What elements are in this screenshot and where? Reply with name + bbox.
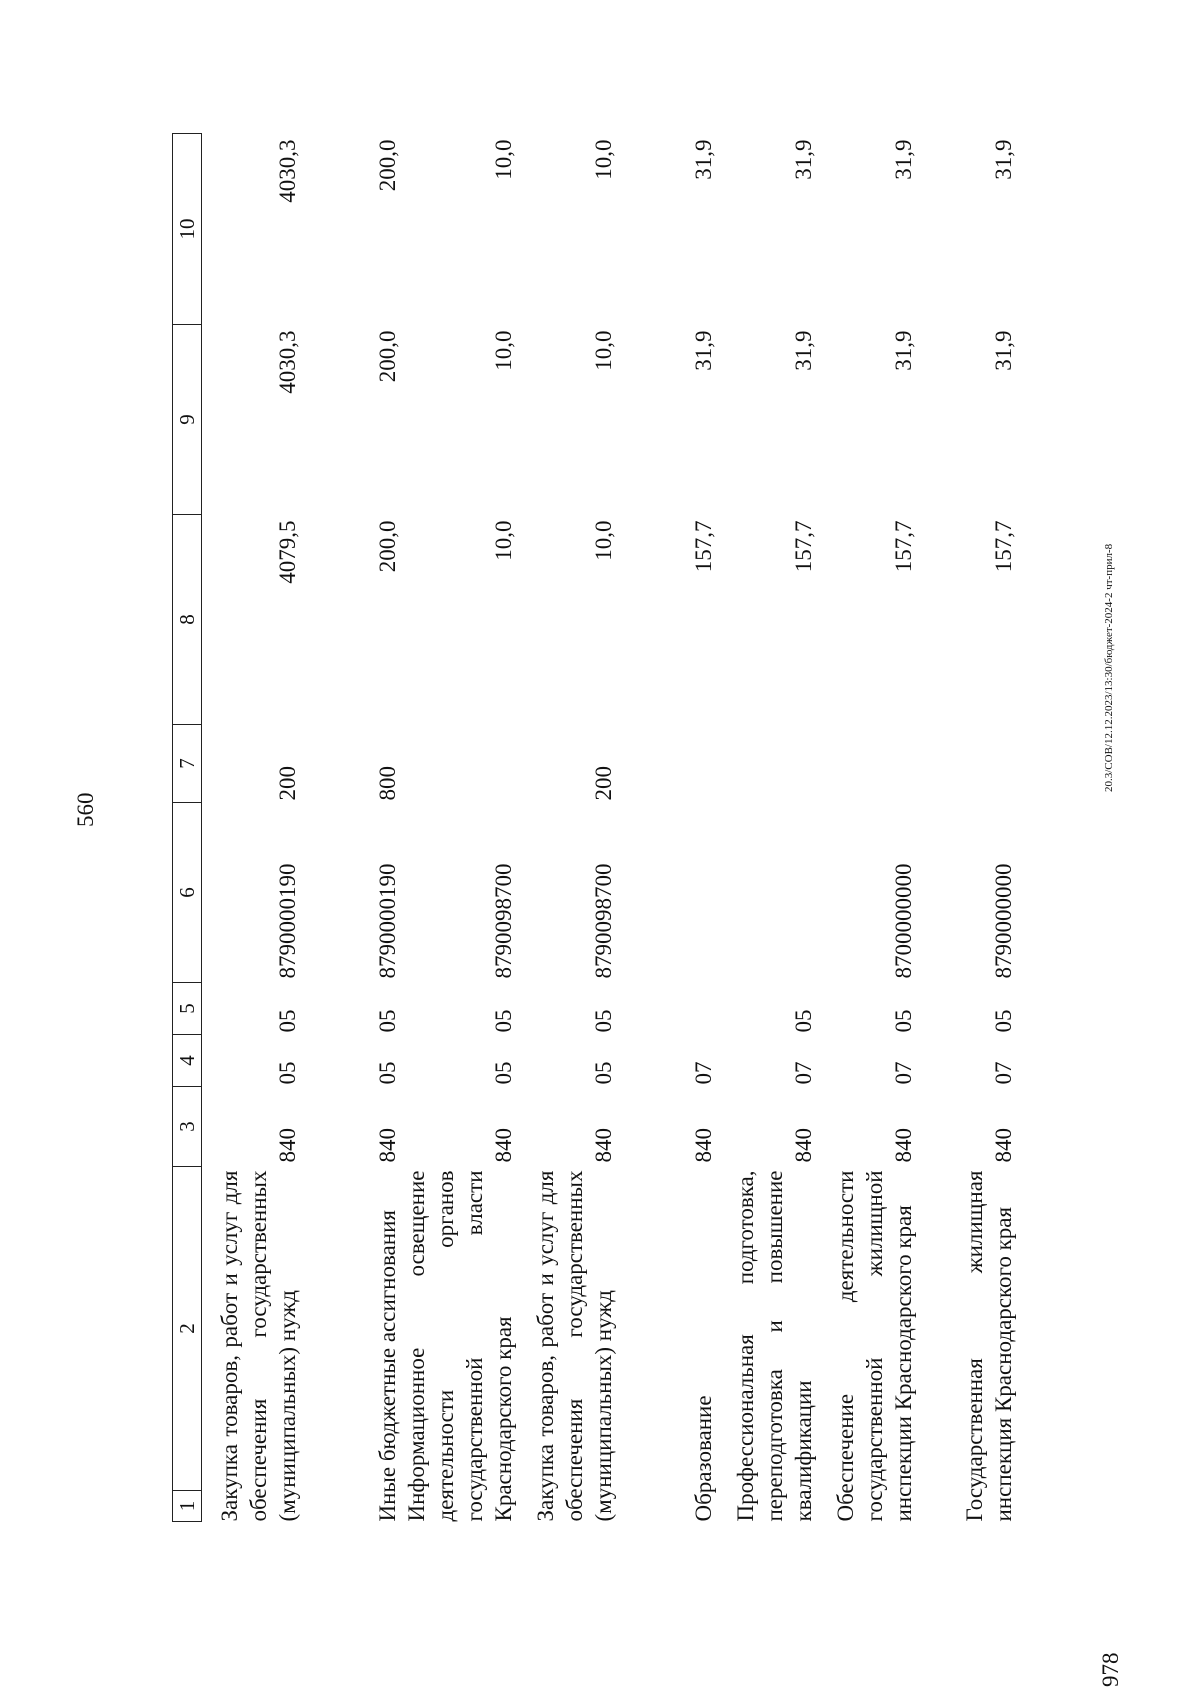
row-section: 05 [275, 1061, 300, 1085]
table-row [202, 134, 303, 1522]
row-name: Образование [691, 1395, 716, 1522]
row-section: 05 [491, 1061, 516, 1085]
row-code: 840 [791, 1128, 816, 1163]
row-name: Обеспечение деятельности государственной жилищной инспекции Краснодарского края [833, 1170, 916, 1522]
row-name: Закупка товаров, работ и услуг для обеспечения государственных (муниципальных) нужд [217, 1170, 300, 1522]
row-section: 05 [375, 1061, 400, 1085]
row-type [818, 725, 918, 803]
row-code: 840 [491, 1128, 516, 1163]
header-cell: 1 [173, 1490, 201, 1521]
row-type [718, 725, 818, 803]
row-subsection [618, 983, 718, 1035]
table-row [518, 134, 618, 1522]
row-section: 05 [591, 1061, 616, 1085]
row-subsection: 05 [275, 1009, 300, 1033]
row-section: 07 [891, 1061, 916, 1085]
row-type [618, 725, 718, 803]
row-value-9: 10,0 [591, 330, 616, 371]
header-cell: 5 [173, 983, 202, 1035]
row-value-10: 31,9 [691, 139, 716, 180]
row-value-8: 200,0 [375, 520, 400, 573]
row-type: 800 [375, 766, 400, 801]
sheet-number: 978 [1098, 1652, 1123, 1687]
row-code: 840 [375, 1128, 400, 1163]
row-value-8: 157,7 [791, 520, 816, 573]
row-target: 8790000190 [375, 863, 400, 979]
header-cell: 10 [173, 134, 202, 325]
row-value-9: 200,0 [375, 330, 400, 383]
row-section: 07 [691, 1061, 716, 1085]
header-cell: 7 [173, 725, 202, 803]
header-cell-1-2 [173, 1167, 202, 1522]
row-value-8: 157,7 [691, 520, 716, 573]
row-code: 840 [275, 1128, 300, 1163]
row-name: Иные бюджетные ассигнования [375, 1210, 400, 1522]
row-value-9: 31,9 [691, 330, 716, 371]
row-value-9: 31,9 [791, 330, 816, 371]
footer-text: 20.3/СОВ/12.12.2023/13:30/бюджет-2024-2 чт-прил-8 [1103, 543, 1115, 792]
row-code: 840 [991, 1128, 1016, 1163]
row-section: 07 [991, 1061, 1016, 1085]
row-target: 8700000000 [891, 863, 916, 979]
row-value-10: 31,9 [991, 139, 1016, 180]
table-row [402, 134, 518, 1522]
page-number: 560 [73, 792, 98, 827]
header-cell: 9 [173, 325, 202, 515]
header-cell: 6 [173, 803, 202, 983]
row-name: Информационное освещение деятельности органов государственной власти Краснодарского края [404, 1170, 516, 1522]
row-target: 8790000000 [991, 863, 1016, 979]
row-target: 8790098700 [591, 863, 616, 979]
row-type: 200 [591, 766, 616, 801]
row-value-9: 4030,3 [275, 330, 300, 394]
row-value-8: 157,7 [891, 520, 916, 573]
row-section: 07 [791, 1061, 816, 1085]
row-target [618, 803, 718, 983]
header-row [173, 134, 202, 1522]
table-row [618, 134, 718, 1522]
row-target: 8790000190 [275, 863, 300, 979]
row-value-9: 10,0 [491, 330, 516, 371]
row-value-10: 31,9 [791, 139, 816, 180]
row-name: Профессиональная подготовка, переподготовка и повышение квалификации [733, 1170, 816, 1522]
row-code: 840 [591, 1128, 616, 1163]
row-subsection: 05 [591, 1009, 616, 1033]
row-subsection: 05 [491, 1009, 516, 1033]
budget-table [172, 133, 1018, 1522]
row-value-10: 31,9 [891, 139, 916, 180]
table-row [918, 134, 1018, 1522]
header-cell: 2 [175, 1323, 199, 1334]
row-subsection: 05 [891, 1009, 916, 1033]
row-subsection: 05 [791, 1009, 816, 1033]
row-code: 840 [891, 1128, 916, 1163]
table-body [202, 134, 1019, 1522]
row-value-8: 4079,5 [275, 520, 300, 584]
row-code: 840 [691, 1128, 716, 1163]
row-value-9: 31,9 [891, 330, 916, 371]
row-value-9: 31,9 [991, 330, 1016, 371]
row-value-10: 4030,3 [275, 139, 300, 203]
row-type [402, 725, 518, 803]
row-value-8: 10,0 [591, 520, 616, 561]
row-value-10: 10,0 [591, 139, 616, 180]
row-subsection: 05 [991, 1009, 1016, 1033]
row-name: Государственная жилищная инспекция Краснодарского края [962, 1170, 1016, 1522]
row-value-10: 10,0 [491, 139, 516, 180]
row-target: 8790098700 [491, 863, 516, 979]
header-cell: 4 [173, 1035, 202, 1087]
row-value-8: 157,7 [991, 520, 1016, 573]
header-cell: 3 [173, 1087, 202, 1167]
row-type [918, 725, 1018, 803]
row-value-8: 10,0 [491, 520, 516, 561]
row-name: Закупка товаров, работ и услуг для обеспечения государственных (муниципальных) нужд [533, 1170, 616, 1522]
row-subsection: 05 [375, 1009, 400, 1033]
row-value-10: 200,0 [375, 139, 400, 192]
header-cell: 8 [173, 515, 202, 725]
row-target [718, 803, 818, 983]
table-row [302, 134, 402, 1522]
table-row [818, 134, 918, 1522]
table-row [718, 134, 818, 1522]
row-type: 200 [275, 766, 300, 801]
